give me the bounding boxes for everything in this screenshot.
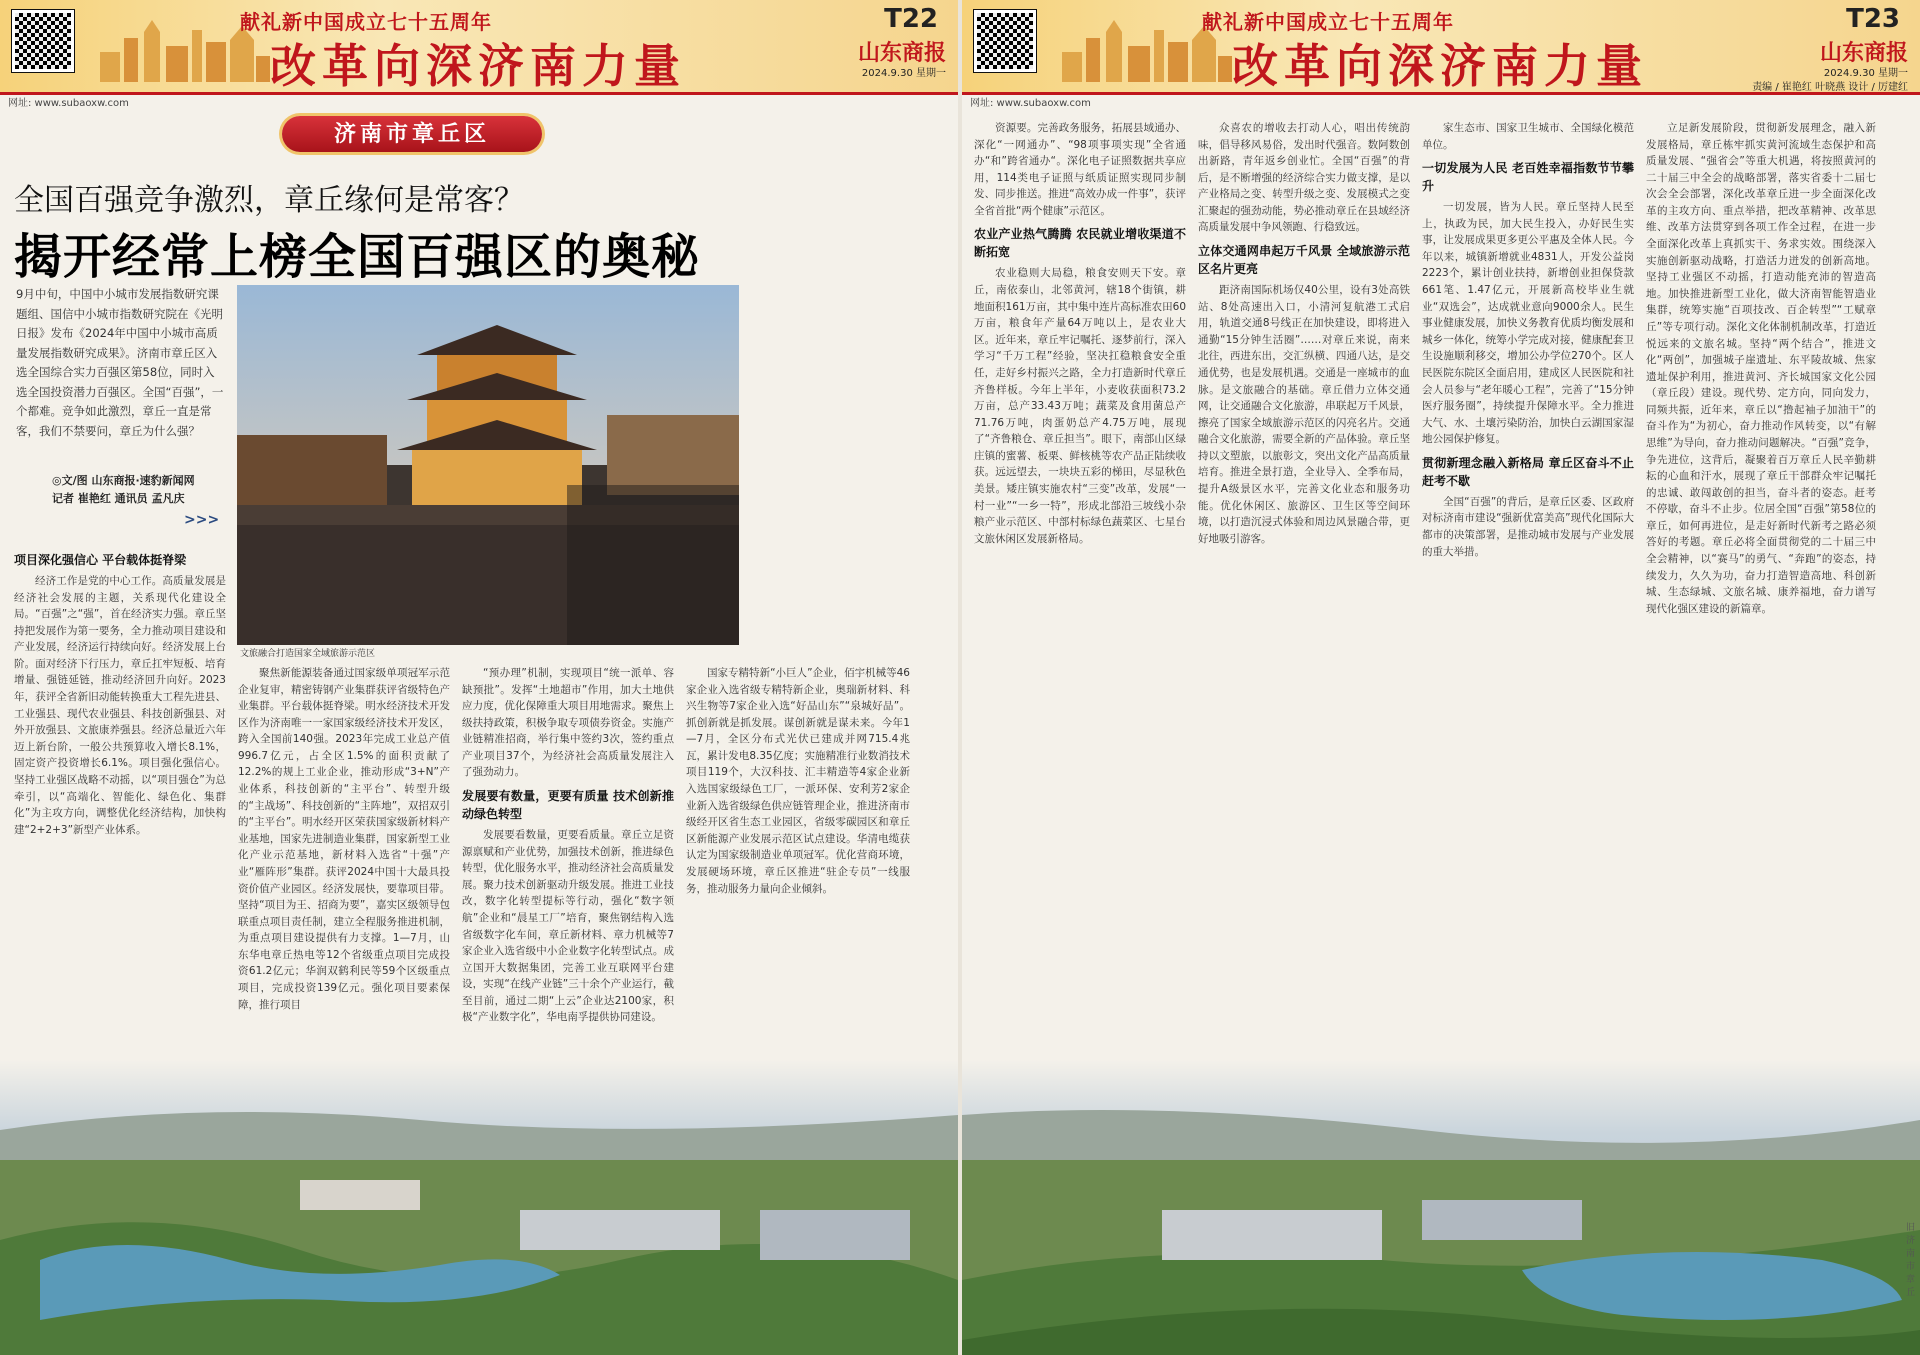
article-column-3 xyxy=(462,665,674,1040)
page-header xyxy=(962,0,1920,95)
article-lead: 9月中旬，中国中小城市发展指数研究课题组、国信中小城市指数研究院在《光明日报》发布《2024年中国中小城市高质量发展指数研究成果》。济南市章丘区入选全国综合实力百强区第58位，同时入选全国投资潜力百强区。全国“百强”，一个都难。竞争如此激烈，章丘一直是常客，我们不禁要问，章丘为什么强？ xyxy=(16,287,224,438)
article-column-2 xyxy=(1198,120,1410,1040)
issue-date: 2024.9.30 星期一 xyxy=(1823,68,1908,79)
column-text: 立足新发展阶段，贯彻新发展理念，融入新发展格局，章丘栋牢抓实黄河流域生态保护和高质量发展、“强省会”等重大机遇，将按照黄河的二十届三中全会的战略部署，落实省委十二届七次会全会部署，深化改革章丘进一步全面深化改革的主攻方向、重点举措，把改革精神、改革思维、改革方法贯穿到各项工作全过程，在进一步全面深化改革上真抓实干、务求实效。围绕深入实施创新驱动战略，打造活力迸发的创新高地。坚持工业强区不动摇，打造动能充沛的智造高地。加快推进新型工业化，做大济南智能智造业集群，统筹实施“百项技改、百企转型”“工赋章丘”等专项行动。深化文化体制机制改革，打造近悦远来的文旅名城。坚持“两个结合”，推进文化“两创”，加强城子崖遗址、东平陵故城、焦家遗址保护利用，推进黄河、齐长城国家文化公园（章丘段）建设。现代势、定方向，同向发力，同频共振，近年来，章丘以“撸起袖子加油干”的奋斗作为“为初心，奋力推动作风转变，以“有解思维”为导向，奋力推动问题解决。“百强”竞争，争先进位，这背后，凝聚着百万章丘人民辛勤耕耘的心血和汗水，展现了章丘干部群众牢记嘱托的忠诚、敢闯敢创的担当，奋斗者的姿态。赶考不停歇，奋斗不止步。位居全国“百强”第58位的章丘，如何再进位，是走好新时代新考之路必须答好的考题。章丘必将全面贯彻党的二十届三中全会精神，以“赛马”的勇气、“奔跑”的姿态，持续发力，久久为功，奋力打造智造高地、科创新城、生态绿城、文旅名城、康养福地，奋力谱写现代化强区建设的新篇章。 xyxy=(1646,122,1876,615)
staff-credits: 责编 / 崔艳红 叶晓燕 设计 / 厉建红 xyxy=(1752,82,1908,93)
article-column-1 xyxy=(14,545,226,1040)
paper-name: 山东商报 xyxy=(857,41,946,66)
page-number: T22 xyxy=(884,4,938,34)
article-subhead: 全国百强竞争激烈，章丘缘何是常客？ xyxy=(14,183,524,218)
column-text: 经济工作是党的中心工作。高质量发展是经济社会发展的主题，关系现代化建设全局。“百强”之“强”，首在经济实力强。章丘坚持把发展作为第一要务，全力推动项目建设和产业发展，经济运行持续向好。经济发展上台阶。面对经济下行压力，章丘扛牢短板、培育增量、强链延链，推动经济回升向好。2023年，获评全省新旧动能转换重大工程先进县、工业强县、现代农业强县、科技创新强县、对外开放强县、文旅康养强县。经济总量近六年迈上新台阶，一般公共预算收入增长8.1%，固定资产投资增长6.1%。项目强化强信心。坚持工业强区战略不动摇，以“项目强仓”为总牵引，以“高端化、智能化、绿色化、集群化”为主攻方向，调整优化经济结构，加快构建“2+2+3”新型产业体系。 xyxy=(14,575,226,836)
column-text: “预办理”机制，实现项目“统一派单、容缺预批”。发挥“土地超市”作用，加大土地供应力度，优化保障重大项目用地需求。聚焦上级扶持政策，积极争取专项债券资金。实施产业链精准招商，举行集中签约3次，签约重点产业项目37个，为经济社会高质量发展注入了强劲动力。 xyxy=(462,667,674,779)
continue-arrows: >>> xyxy=(184,512,220,528)
section-banner: 济南市章丘区 xyxy=(282,116,542,152)
page-right xyxy=(962,0,1920,1355)
side-watermark-text: 旧济南市章丘 xyxy=(1906,1223,1916,1298)
aerial-landscape-photo xyxy=(0,1060,958,1355)
column-text: 资源要。完善政务服务，拓展县域通办、深化“一网通办”、“98项事项实现”全省通办“和”跨省通办“。深化电子证照数据共享应用，114类电子证照与纸质证照实现同步制发、同步推送。推进“高效办成一件事”，获评全省首批“两个健康”示范区。 xyxy=(974,122,1186,217)
column-text: 全国“百强”的背后，是章丘区委、区政府对标济南市建设“强新优富美高”现代化国际大都市的决策部署，是推动城市发展与产业发展的重大举措。 xyxy=(1422,495,1634,558)
issue-date: 2024.9.30 星期一 xyxy=(861,68,946,79)
section-heading: 贯彻新理念融入新格局 章丘区奋斗不止赶考不歇 xyxy=(1422,455,1634,488)
section-heading: 立体交通网串起万千风景 全域旅游示范区名片更亮 xyxy=(1198,244,1410,277)
header-top-line: 献礼新中国成立七十五周年 xyxy=(240,10,492,34)
paper-name: 山东商报 xyxy=(1819,41,1908,66)
section-heading: 发展要有数量，更要有质量 技术创新推动绿色转型 xyxy=(462,789,674,822)
byline-authors: 记者 崔艳红 通讯员 孟凡庆 xyxy=(52,491,185,505)
qr-code-icon[interactable] xyxy=(974,10,1036,72)
photo-caption: 文旅融合打造国家全域旅游示范区 xyxy=(240,649,376,659)
article-headline: 揭开经常上榜全国百强区的奥秘 xyxy=(14,229,701,285)
column-text: 距济南国际机场仅40公里，设有3处高铁站、8处高速出入口，小清河复航港工式启用，轨道交通8号线正在加快建设，即将进入通勤“15分钟生活圈”……对章丘来说，南来北往，西进东出，交汇纵横、四通八达，是交通优势，也是发展机遇。交通是一座城市的血脉。是文旅融合的基础。章丘借力立体交通网，让交通融合文化旅游，串联起万千风景，擦亮了国家全域旅游示范区的闪亮名片。交通融合文化旅游，需要全新的产品体验。章丘坚持以文塑旅，以旅彰文，突出文化产品高质量培育。推进全景打造，全业导入、全季布局，提升A级景区水平，完善文化业态和服务功能。优化休闲区、旅游区、卫生区等空间环境，以打造沉浸式体验和周边风景融合带，更好地吸引游客。 xyxy=(1198,284,1410,545)
section-heading: 农业产业热气腾腾 农民就业增收渠道不断拓宽 xyxy=(974,227,1186,260)
section-heading: 一切发展为人民 老百姓幸福指数节节攀升 xyxy=(1422,161,1634,194)
column-text: 发展要看数量，更要看质量。章丘立足资源禀赋和产业优势，加强技术创新，推进绿色转型，优化服务水平，推动经济社会高质量发展。聚力技术创新驱动升级发展。推进工业技改，数字化转型提标等行动，强化“数字领航”企业和“晨星工厂”培育，聚焦钢结构入选省级数字化车间，章丘新材料、章力机械等7家企业入选省级中小企业数字化转型试点。成立国开大数据集团，完善工业互联网平台建设，实现“在线产业链”三十余个产业运行，截至目前，通过二期“上云”企业达2100家，积极“产业数字化”，华电南孚提供协同建设。 xyxy=(462,829,674,1024)
column-text: 一切发展，皆为人民。章丘坚持人民至上，执政为民，加大民生投入，办好民生实事，让发展成果更多更公平惠及全体人民。今年以来，城镇新增就业4831人，开发公益岗2223个，累计创业扶持，新增创业担保贷款661笔、1.47亿元，开展新高校毕业生就业“双选会”，达成就业意向9000余人。民生事业健康发展，加快义务教育优质均衡发展和城乡一体化，统筹小学完成对接，健康配套卫生设施顺利移交，增加公办学位270个。区人民医院东院区全面启用，建成区人民医院和社会人员参与“老年暖心工程”，完善了“15分钟医疗服务圈”，持续提升保障水平。全力推进大气、水、土壤污染防治，加快白云湖国家湿地公园保护修复。 xyxy=(1422,201,1634,446)
website: 网址: www.subaoxw.com xyxy=(970,98,1091,109)
header-main-line: 改革向深济南力量 xyxy=(270,39,686,93)
section-heading: 项目深化强信心 平台载体挺脊梁 xyxy=(14,553,187,567)
tower-night-photo xyxy=(237,285,739,645)
column-text: 家生态市、国家卫生城市、全国绿化模范单位。 xyxy=(1422,122,1634,151)
column-text: 众喜农的增收去打动人心，唱出传统韵味，倡导移风易俗，发出时代强音。数阿数创出新路，青年返乡创业忙。全国“百强”的背后，是不断增强的经济综合实力做支撑，是以产业格局之变、转型升级之变、发展模式之变汇聚起的强劲动能，势必推动章丘在县域经济高质量发展中争风领跑、行稳致远。 xyxy=(1198,122,1410,234)
article-column-2 xyxy=(238,665,450,1040)
column-text: 国家专精特新“小巨人”企业，佰宇机械等46家企业入选省级专精特新企业，奥瑞新材料、科兴生物等7家企业入选“好品山东”“泉城好品”。抓创新就是抓发展。谋创新就是谋未来。今年1—7月，全区分布式光伏已建成并网715.4兆瓦，累计发电8.35亿度；实施精准行业数消技术项目119个，大汉科技、汇丰精造等4家企业新入选国家级绿色工厂，一派环保、安利芳2家企业新入选省级绿色供应链管理企业，推进济南市级经开区省生态工业园区，省级零碳园区和章丘区新能源产业发展示范区试点建设。华清电缆获认定为国家级制造业单项冠军。优化营商环境，发展硬场环境，章丘区推进“驻企专员”一线服务，推动服务力量向企业倾斜。 xyxy=(686,667,910,895)
article-column-1 xyxy=(974,120,1186,1040)
header-main-line: 改革向深济南力量 xyxy=(1232,39,1648,93)
aerial-landscape-photo xyxy=(962,1060,1920,1355)
header-top-line: 献礼新中国成立七十五周年 xyxy=(1202,10,1454,34)
website: 网址: www.subaoxw.com xyxy=(8,98,129,109)
article-column-4 xyxy=(1646,120,1876,1040)
page-left xyxy=(0,0,958,1355)
byline-source: ◎文/图 山东商报·速豹新闻网 xyxy=(52,474,195,487)
qr-code-icon[interactable] xyxy=(12,10,74,72)
article-column-3 xyxy=(1422,120,1634,1040)
page-number: T23 xyxy=(1846,4,1900,34)
column-text: 聚焦新能源装备通过国家级单项冠军示范企业复审，精密铸钢产业集群获评省级特色产业集群。平台载体挺脊梁。明水经济技术开发区作为济南唯一一家国家级经济技术开发区，跨入全国前140强。2023年完成工业总产值996.7亿元，占全区1.5%的面积贡献了12.2%的规上工业企业，推动形成“3+N”产业体系，科技创新的“主平台”、转型升级的“主战场”、科技创新的“主阵地”，双招双引的“主平台”。明水经开区荣获国家级新材料产业基地，国家先进制造业集群，国家新型工业化产业示范基地，新材料入选省“十强”产业“雁阵形”集群。获评2024中国十大最具投资价值产业园区。经济发展快，要靠项目带。坚持“项目为王、招商为要”，嘉实区级领导包联重点项目责任制，建立全程服务推进机制，为重点项目建设提供有力支撑。1—7月，山东华电章丘热电等12个省级重点项目完成投资61.2亿元；华润双鹤利民等59个区级重点项目，完成投资139亿元。强化项目要素保障，推行项目 xyxy=(238,667,450,1011)
article-column-4 xyxy=(686,665,910,1040)
column-text: 农业稳则大局稳，粮食安则天下安。章丘，南依泰山，北邻黄河，辖18个街镇，耕地面积161万亩，其中集中连片高标准农田60万亩，粮食年产量64万吨以上，是农业大区。近年来，章丘牢记嘱托、逐梦前行，深入学习“千万工程”经验，坚决扛稳粮食安全重任，走好乡村振兴之路，全力打造新时代章丘齐鲁样板。今年上半年，小麦收获面积73.2万亩，总产33.43万吨；蔬菜及食用菌总产71.76万吨，肉蛋奶总产4.75万吨，展现了“齐鲁粮仓、章丘担当”。眼下，南部山区绿庄镇的蜜薯、板栗、鲜核桃等农产品正陆续收获。远远望去，一块块五彩的梯田，尽显秋色美景。矮庄镇实施农村“三变”改革，发展“一村一业”“一乡一特”，形成北部沿三坡线小杂粮产业示范区、中部村标绿色蔬菜区、七星台文旅休闲区发展新格局。 xyxy=(974,267,1186,545)
page-header xyxy=(0,0,958,95)
byline xyxy=(52,472,195,507)
